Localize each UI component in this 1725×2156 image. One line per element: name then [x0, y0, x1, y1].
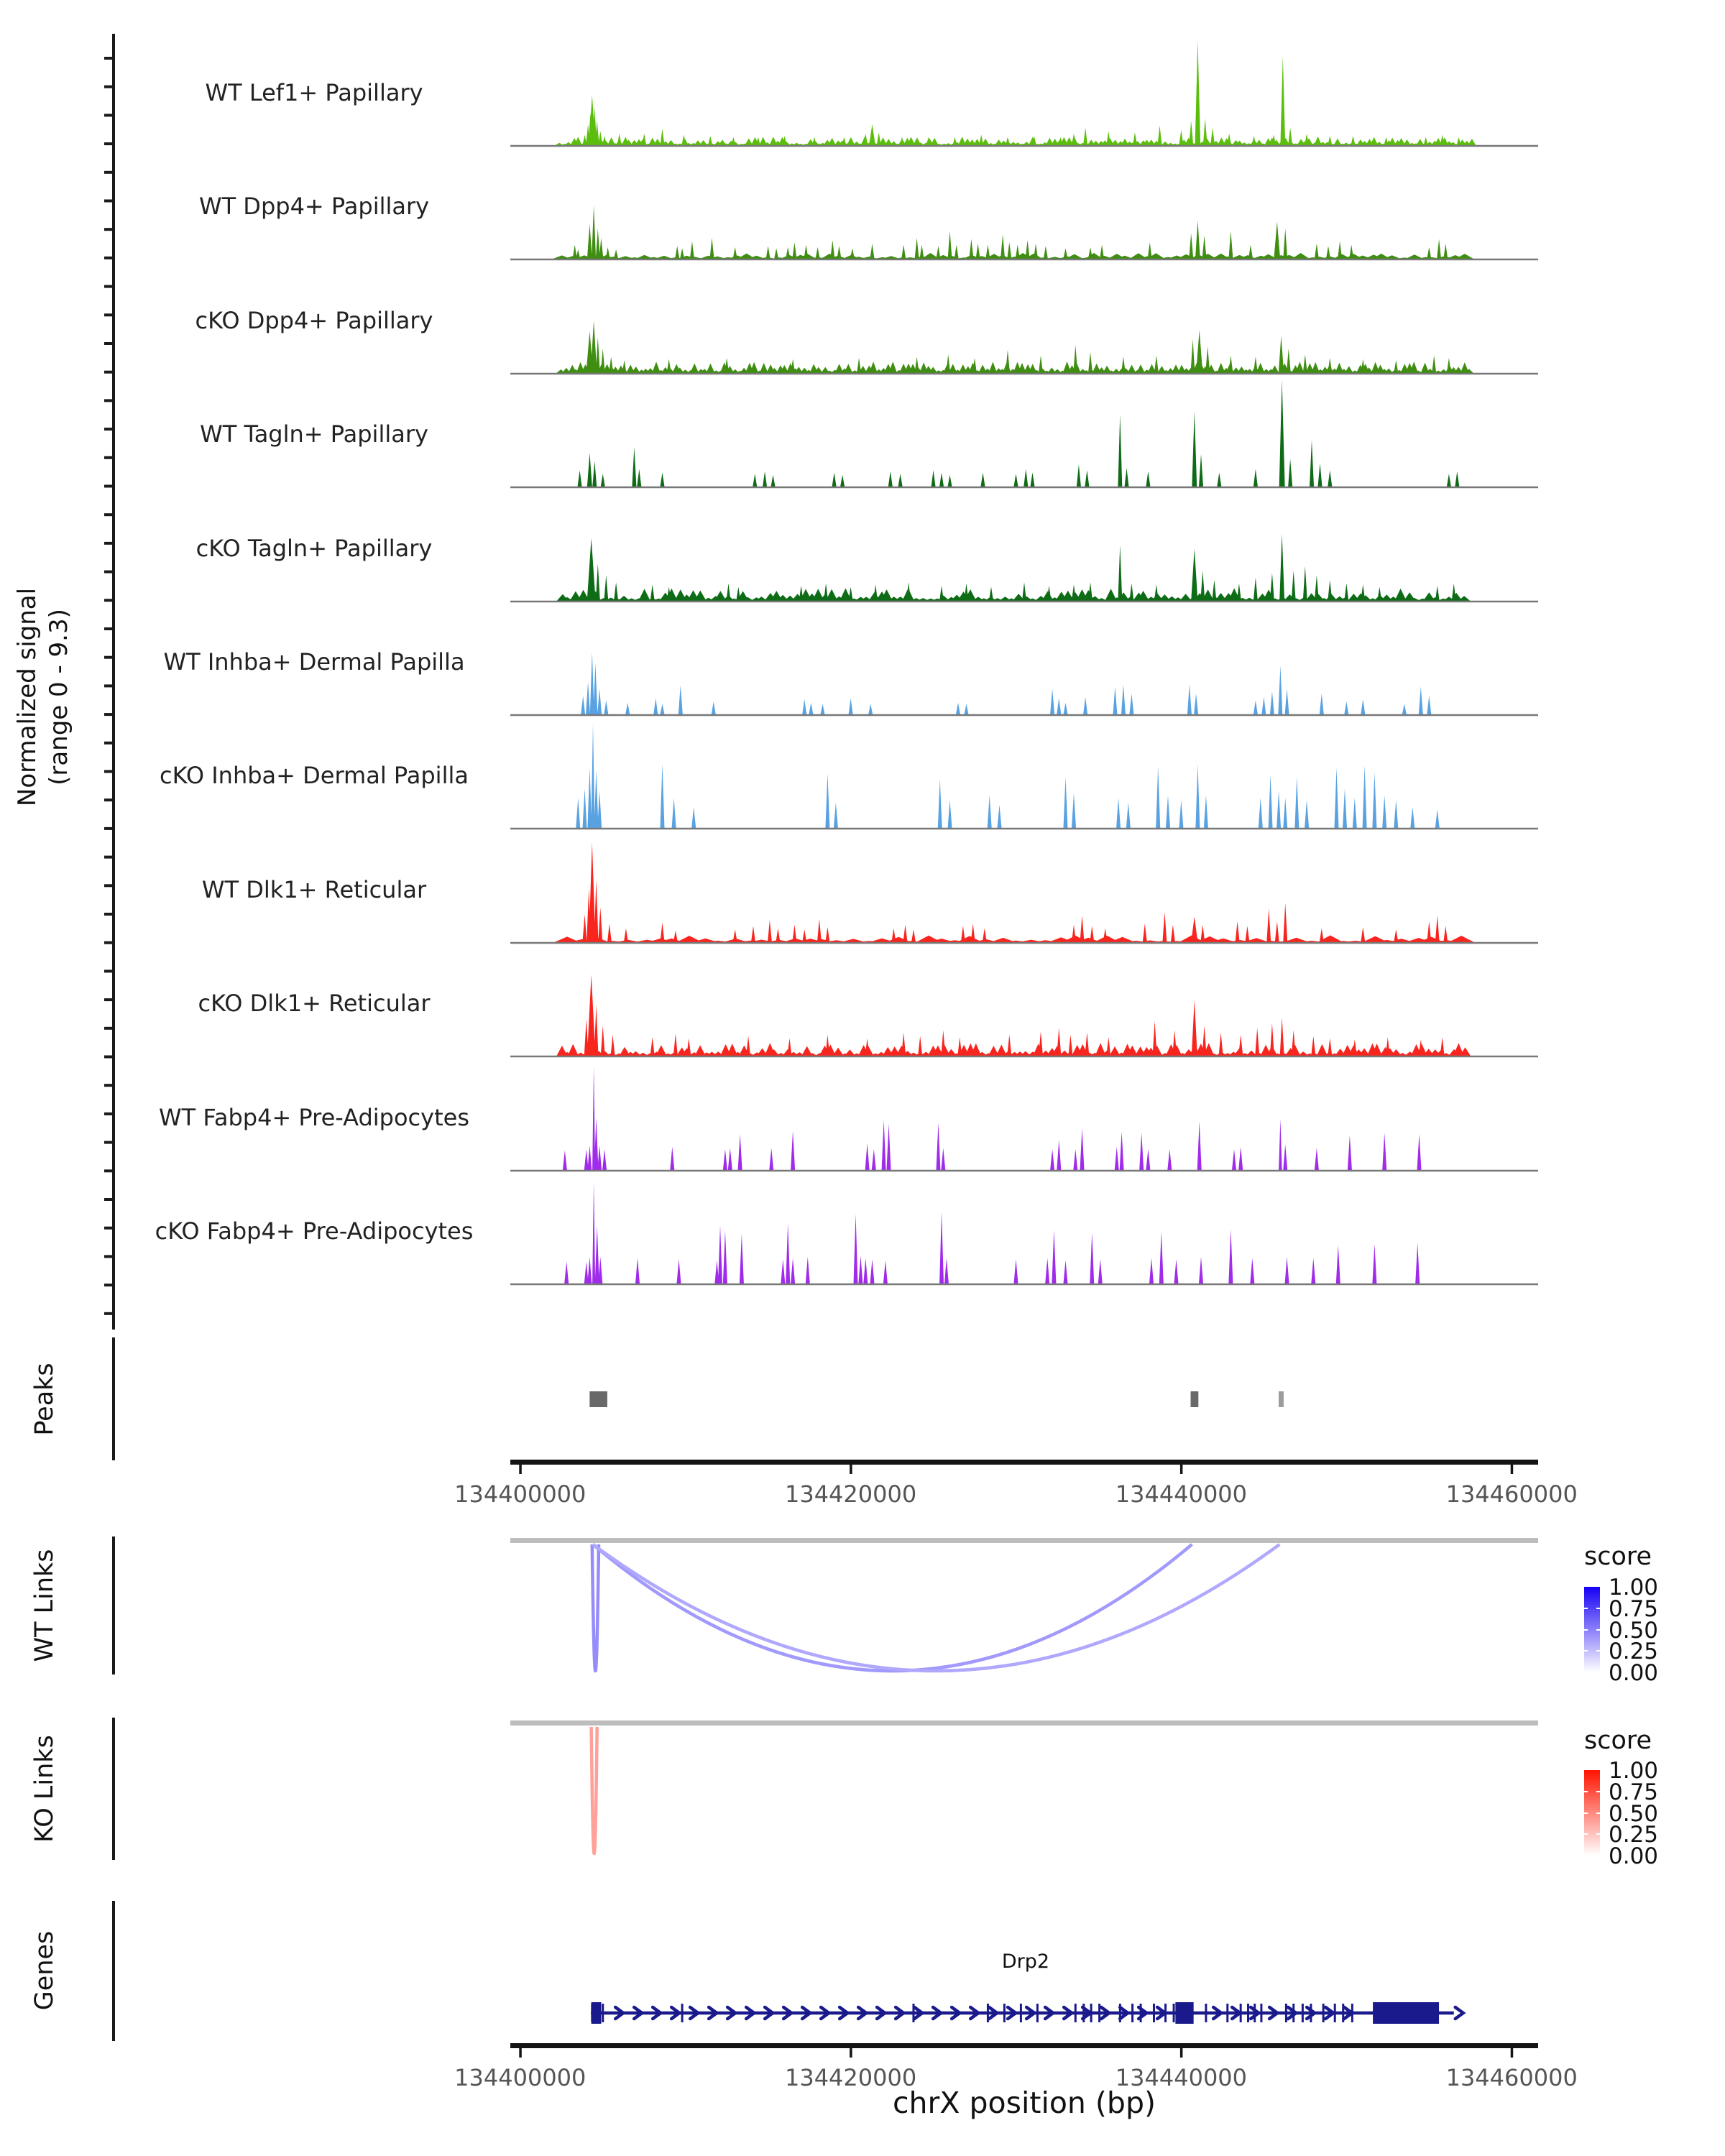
track-label: cKO Tagln+ Papillary: [196, 534, 433, 562]
coverage-track-5: [510, 490, 1541, 604]
y-axis-label-line2: (range 0 - 9.3): [45, 609, 73, 786]
legend-gradient-tick: [1584, 1608, 1588, 1609]
coverage-track-8: [510, 831, 1541, 945]
track-label: WT Fabp4+ Pre-Adipocytes: [159, 1103, 469, 1131]
coverage-track-1: [510, 34, 1541, 148]
legend-tick-label: 0.50: [1609, 1800, 1659, 1827]
track-label: cKO Dpp4+ Papillary: [195, 306, 433, 334]
legend-tick-label: 0.50: [1609, 1617, 1659, 1644]
legend-gradient-tick: [1584, 1812, 1588, 1814]
legend-gradient-tick: [1584, 1629, 1588, 1631]
legend-tick-label: 0.00: [1609, 1660, 1659, 1686]
legend-gradient-tick: [1596, 1608, 1600, 1609]
coverage-track-2: [510, 148, 1541, 262]
axis-tick-label: 134440000: [1115, 1480, 1248, 1508]
legend-gradient-ko: [1584, 1770, 1600, 1856]
track-label: WT Tagln+ Papillary: [200, 420, 428, 448]
track-label: cKO Dlk1+ Reticular: [198, 990, 431, 1018]
legend-gradient-wt: [1584, 1587, 1600, 1672]
section-label-genes: Genes: [30, 1930, 59, 2011]
section-label-ko-links: KO Links: [30, 1735, 59, 1843]
legend-gradient-tick: [1596, 1650, 1600, 1651]
legend-title-wt: score: [1584, 1542, 1652, 1571]
legend-gradient-tick: [1584, 1650, 1588, 1651]
peak-intervals: [510, 1391, 1538, 1410]
coverage-track-10: [510, 1059, 1541, 1173]
legend-gradient-tick: [1596, 1629, 1600, 1631]
legend-gradient-tick: [1596, 1791, 1600, 1792]
links-baseline-wt: [510, 1538, 1538, 1543]
track-label: WT Inhba+ Dermal Papilla: [163, 648, 465, 676]
section-label-peaks: Peaks: [30, 1363, 59, 1436]
coverage-track-6: [510, 604, 1541, 717]
link-arcs-wt: [510, 1544, 1538, 1681]
links-baseline-ko: [510, 1720, 1538, 1726]
legend-gradient-tick: [1584, 1833, 1588, 1835]
legend-gradient-tick: [1596, 1812, 1600, 1814]
track-label: WT Dpp4+ Papillary: [198, 193, 430, 221]
track-label: cKO Fabp4+ Pre-Adipocytes: [155, 1217, 474, 1245]
axis-tick-label: 134420000: [784, 1480, 917, 1508]
y-axis-label-line1: Normalized signal: [13, 587, 42, 807]
axis-tick-label: 134400000: [454, 2064, 586, 2091]
axis-tick-label: 134420000: [784, 2064, 917, 2091]
gene-model: [510, 1990, 1567, 2036]
legend-tick-label: 1.00: [1609, 1575, 1659, 1600]
legend-title-ko: score: [1584, 1726, 1652, 1755]
link-arcs-ko: [510, 1727, 1538, 1864]
genome-axis-bottom: [510, 2043, 1567, 2059]
gene-name-label: Drp2: [1001, 1950, 1050, 1973]
legend-tick-label: 0.25: [1609, 1822, 1659, 1848]
section-label-wt-links: WT Links: [30, 1549, 59, 1662]
legend-gradient-tick: [1596, 1833, 1600, 1835]
legend-tick-label: 0.75: [1609, 1595, 1659, 1622]
coverage-track-4: [510, 376, 1541, 489]
track-label: WT Lef1+ Papillary: [205, 79, 423, 106]
coverage-track-9: [510, 945, 1541, 1059]
coverage-track-7: [510, 717, 1541, 831]
axis-tick-label: 134460000: [1445, 1480, 1578, 1508]
track-label: cKO Inhba+ Dermal Papilla: [160, 762, 469, 790]
legend-tick-label: 0.25: [1609, 1639, 1659, 1665]
legend-gradient-tick: [1584, 1791, 1588, 1792]
axis-tick-label: 134460000: [1445, 2064, 1578, 2091]
x-axis-title: chrX position (bp): [893, 2086, 1156, 2120]
coverage-track-11: [510, 1173, 1541, 1286]
legend-tick-label: 1.00: [1609, 1758, 1659, 1784]
coverage-track-3: [510, 262, 1541, 376]
axis-tick-label: 134440000: [1115, 2064, 1248, 2091]
legend-tick-label: 0.75: [1609, 1779, 1659, 1805]
track-label: WT Dlk1+ Reticular: [201, 875, 427, 903]
legend-tick-label: 0.00: [1609, 1843, 1659, 1869]
genome-axis-top: [510, 1460, 1567, 1475]
axis-tick-label: 134400000: [454, 1480, 586, 1508]
